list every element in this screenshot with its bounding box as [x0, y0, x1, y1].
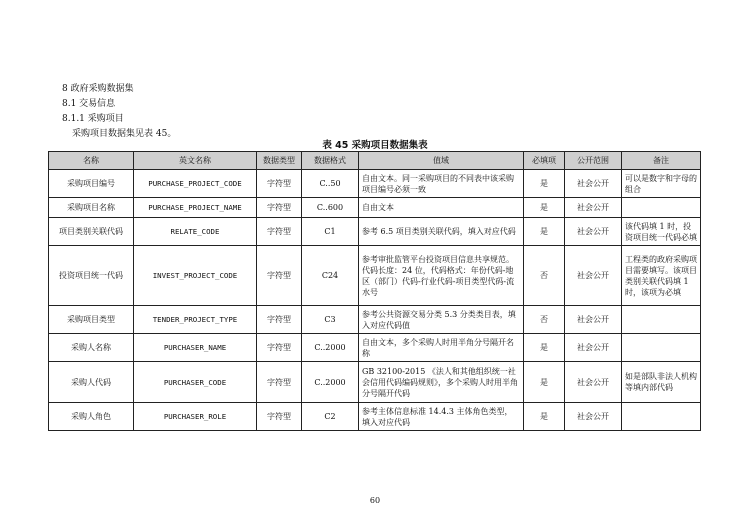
- table-row: [49, 334, 701, 362]
- header-cell: 名称: [49, 152, 134, 170]
- name-cell: 项目类别关联代码: [49, 218, 134, 246]
- header-cell: 数据格式: [302, 152, 359, 170]
- english-name-cell: RELATE_CODE: [134, 218, 257, 246]
- header-cell: 数据类型: [257, 152, 302, 170]
- table-row: [49, 403, 701, 431]
- required-cell: 是: [524, 403, 565, 431]
- remark-cell: [622, 306, 701, 334]
- data-type-cell: 字符型: [257, 218, 302, 246]
- data-format-cell: C1: [302, 218, 359, 246]
- data-type-cell: 字符型: [257, 362, 302, 403]
- dataset-table: [48, 151, 701, 431]
- value-domain-cell: 自由文本。同一采购项目的不同表中该采购项目编号必须一致: [359, 170, 524, 198]
- english-name-cell: TENDER_PROJECT_TYPE: [134, 306, 257, 334]
- required-cell: 是: [524, 362, 565, 403]
- value-domain-cell: GB 32100-2015 《法人和其他组织统一社会信用代码编码规则》，多个采购人时用半角分号隔开代码: [359, 362, 524, 403]
- required-cell: 是: [524, 198, 565, 218]
- disclosure-scope-cell: 社会公开: [565, 362, 622, 403]
- english-name-cell: PURCHASER_CODE: [134, 362, 257, 403]
- data-type-cell: 字符型: [257, 334, 302, 362]
- header-cell: 备注: [622, 152, 701, 170]
- disclosure-scope-cell: 社会公开: [565, 403, 622, 431]
- table-row: [49, 170, 701, 198]
- remark-cell: 如是部队非法人机构等填内部代码: [622, 362, 701, 403]
- heading-level-3: 8.1.1 采购项目: [62, 114, 124, 124]
- data-type-cell: 字符型: [257, 403, 302, 431]
- value-domain-cell: 参考公共资源交易分类 5.3 分类类目表，填入对应代码值: [359, 306, 524, 334]
- disclosure-scope-cell: 社会公开: [565, 198, 622, 218]
- table-header-row: [49, 152, 701, 170]
- required-cell: 否: [524, 246, 565, 306]
- required-cell: 否: [524, 306, 565, 334]
- english-name-cell: PURCHASE_PROJECT_CODE: [134, 170, 257, 198]
- english-name-cell: PURCHASE_PROJECT_NAME: [134, 198, 257, 218]
- disclosure-scope-cell: 社会公开: [565, 334, 622, 362]
- section-headings: [62, 82, 176, 142]
- data-format-cell: C..50: [302, 170, 359, 198]
- remark-cell: 可以是数字和字母的组合: [622, 170, 701, 198]
- required-cell: 是: [524, 334, 565, 362]
- name-cell: 采购人角色: [49, 403, 134, 431]
- data-type-cell: 字符型: [257, 198, 302, 218]
- data-format-cell: C24: [302, 246, 359, 306]
- name-cell: 投资项目统一代码: [49, 246, 134, 306]
- table-row: [49, 246, 701, 306]
- disclosure-scope-cell: 社会公开: [565, 306, 622, 334]
- name-cell: 采购项目编号: [49, 170, 134, 198]
- intro-paragraph: 采购项目数据集见表 45。: [72, 129, 177, 139]
- table-caption: 表 45 采购项目数据集表: [322, 140, 428, 151]
- disclosure-scope-cell: 社会公开: [565, 218, 622, 246]
- name-cell: 采购项目名称: [49, 198, 134, 218]
- table-row: [49, 198, 701, 218]
- data-format-cell: C..600: [302, 198, 359, 218]
- disclosure-scope-cell: 社会公开: [565, 246, 622, 306]
- heading-level-2: 8.1 交易信息: [62, 99, 116, 109]
- heading-level-1: 8 政府采购数据集: [62, 84, 134, 94]
- data-format-cell: C..2000: [302, 334, 359, 362]
- value-domain-cell: 自由文本: [359, 198, 524, 218]
- remark-cell: 工程类的政府采购项目需要填写。该项目类别关联代码填 1 时，该项为必填: [622, 246, 701, 306]
- value-domain-cell: 参考主体信息标准 14.4.3 主体角色类型，填入对应代码: [359, 403, 524, 431]
- data-format-cell: C..2000: [302, 362, 359, 403]
- header-cell: 公开范围: [565, 152, 622, 170]
- remark-cell: [622, 334, 701, 362]
- data-type-cell: 字符型: [257, 170, 302, 198]
- name-cell: 采购项目类型: [49, 306, 134, 334]
- header-cell: 值域: [359, 152, 524, 170]
- data-type-cell: 字符型: [257, 306, 302, 334]
- english-name-cell: PURCHASER_NAME: [134, 334, 257, 362]
- value-domain-cell: 参考审批监管平台投资项目信息共享规范。代码长度：24 位，代码格式：年份代码-地区（部门）代码-行业代码-项目类型代码-流水号: [359, 246, 524, 306]
- value-domain-cell: 自由文本，多个采购人时用半角分号隔开名称: [359, 334, 524, 362]
- required-cell: 是: [524, 218, 565, 246]
- required-cell: 是: [524, 170, 565, 198]
- disclosure-scope-cell: 社会公开: [565, 170, 622, 198]
- remark-cell: 该代码填 1 时，投资项目统一代码必填: [622, 218, 701, 246]
- page-number: 60: [369, 496, 381, 505]
- name-cell: 采购人名称: [49, 334, 134, 362]
- value-domain-cell: 参考 6.5 项目类别关联代码，填入对应代码: [359, 218, 524, 246]
- data-type-cell: 字符型: [257, 246, 302, 306]
- remark-cell: [622, 403, 701, 431]
- data-format-cell: C3: [302, 306, 359, 334]
- english-name-cell: INVEST_PROJECT_CODE: [134, 246, 257, 306]
- table-row: [49, 362, 701, 403]
- data-format-cell: C2: [302, 403, 359, 431]
- remark-cell: [622, 198, 701, 218]
- header-cell: 必填项: [524, 152, 565, 170]
- english-name-cell: PURCHASER_ROLE: [134, 403, 257, 431]
- table-row: [49, 218, 701, 246]
- header-cell: 英文名称: [134, 152, 257, 170]
- table-row: [49, 306, 701, 334]
- name-cell: 采购人代码: [49, 362, 134, 403]
